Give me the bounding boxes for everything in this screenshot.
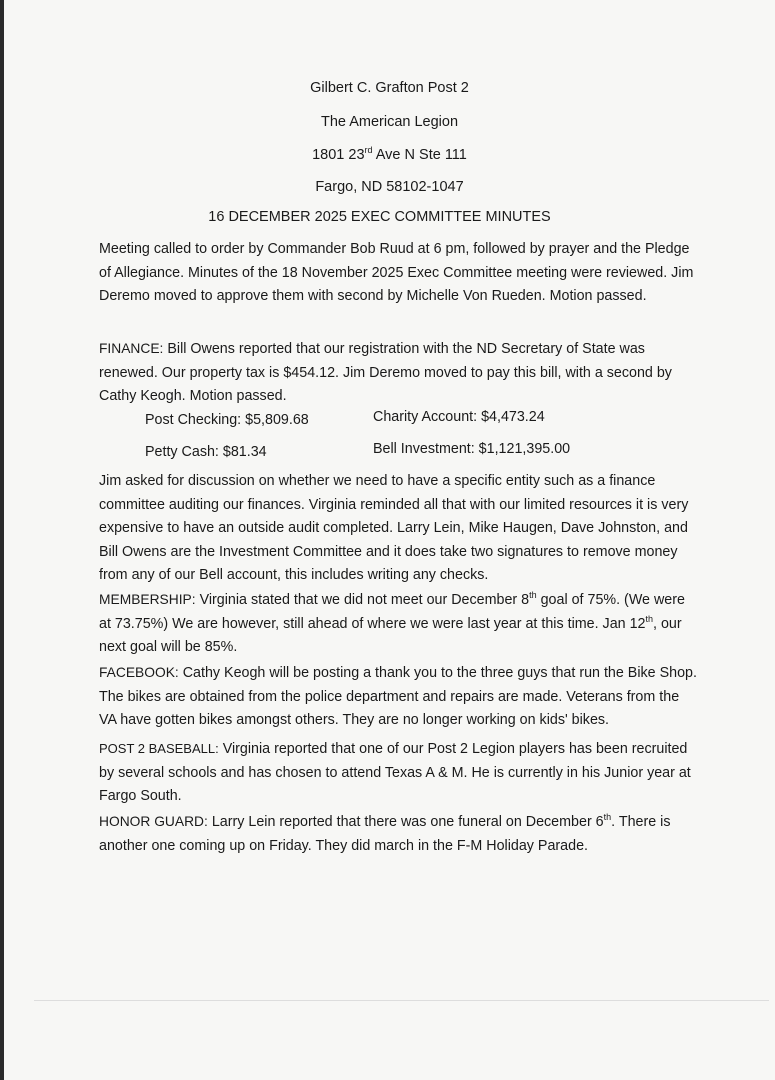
audit-discussion: Jim asked for discussion on whether we need to have a specific entity such as a finance committee auditing our finances. Virginia reminded all that with our limited resources it is very expensive to have an outside audit completed. Larry Lein, Mike Haugen, Dave Johnston, and Bill Owens are the Investment Committee and it does take two signatures to remove money from any of our Bell account, this includes writing any checks. — [99, 473, 689, 584]
address-line: 1801 23rd Ave N Ste 111 — [312, 145, 467, 163]
finance-label: FINANCE: — [99, 341, 164, 356]
opening-paragraph: Meeting called to order by Commander Bob Ruud at 6 pm, followed by prayer and the Pledge of Allegiance. Minutes of the 18 November 2025 Exec Committee meeting were reviewed. Jim Deremo moved to approve them with second by Michelle Von Rueden. Motion passed. — [99, 241, 694, 305]
org-subtitle: The American Legion — [320, 114, 459, 130]
document-title: 16 DECEMBER 2025 EXEC COMMITTEE MINUTES — [208, 209, 551, 225]
baseball-label: POST 2 BASEBALL: — [99, 741, 219, 756]
honor-guard-section: HONOR GUARD: Larry Lein reported that there was one funeral on December 6th. There is another one coming up on Friday. They did march in the F-M Holiday Parade. — [99, 812, 671, 854]
document-page — [4, 0, 775, 1080]
membership-label: MEMBERSHIP: — [99, 592, 196, 607]
finance-text: Bill Owens reported that our registration with the ND Secretary of State was renewed. Our property tax is $454.12. Jim Deremo moved to pay this bill, with a second by Cathy Keogh. Motion passed. — [99, 341, 672, 405]
petty-cash: Petty Cash: $81.34 — [145, 444, 267, 460]
bell-investment: Bell Investment: $1,121,395.00 — [373, 441, 571, 457]
post-checking: Post Checking: $5,809.68 — [145, 412, 309, 428]
finance-section — [99, 337, 699, 409]
charity-account: Charity Account: $4,473.24 — [373, 409, 545, 425]
org-name: Gilbert C. Grafton Post 2 — [310, 80, 469, 96]
honor-guard-label: HONOR GUARD: — [99, 814, 208, 829]
city-line: Fargo, ND 58102-1047 — [315, 179, 464, 195]
facebook-label: FACEBOOK: — [99, 665, 179, 680]
baseball-section: POST 2 BASEBALL: Virginia reported that one of our Post 2 Legion players has been recruited by several schools and has chosen to attend Texas A & M. He is currently in his Junior year at Fargo South. — [99, 741, 691, 805]
page-divider — [34, 1000, 769, 1001]
facebook-section: FACEBOOK: Cathy Keogh will be posting a thank you to the three guys that run the Bike Shop. The bikes are obtained from the police department and repairs are made. Veterans from the VA have gotten bikes amongst others. They are no longer working on kids' bikes. — [99, 665, 697, 729]
membership-section: MEMBERSHIP: Virginia stated that we did not meet our December 8th goal of 75%. (We were at 73.75%) We are however, still ahead of where we were last year at this time. Jan 12th, our next goal will be 85%. — [99, 590, 685, 656]
